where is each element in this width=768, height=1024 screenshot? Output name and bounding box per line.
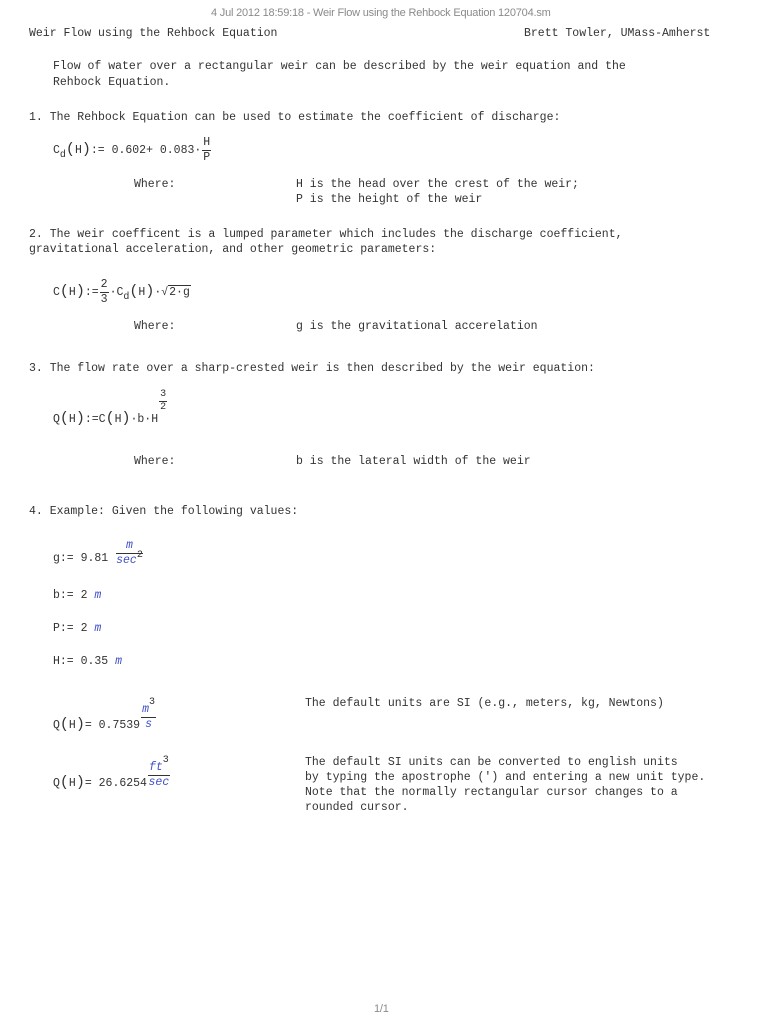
- where-1-line-2: P is the height of the weir: [296, 193, 483, 206]
- q-si-unit: $\frac{m3}{s}$: [142, 697, 155, 731]
- english-units-note-3: Note that the normally rectangular cursor changes to a: [305, 786, 678, 799]
- section-4-text: 4. Example: Given the following values:: [29, 505, 299, 518]
- rehbock-equation[interactable]: Cd(H):= 0.602+ 0.083· $\frac{H}{P}$: [53, 136, 211, 164]
- q-english-unit: $\frac{ft3}{\sec}$: [148, 755, 170, 789]
- where-3-line-1: b is the lateral width of the weir: [296, 455, 531, 468]
- eq-subscript: d: [59, 150, 66, 162]
- page-header: 4 Jul 2012 18:59:18 - Weir Flow using the Rehbock Equation 120704.sm: [211, 7, 551, 19]
- q-result-english[interactable]: Q(H)= 26.6254 $\frac{ft3}{\sec}$: [53, 755, 170, 792]
- exponent-three-halves: $\frac{3}{2}$: [160, 389, 167, 413]
- weir-coefficient-equation[interactable]: C(H):= $\frac{2}{3}$ ·Cd(H)·√2·g: [53, 278, 190, 306]
- section-2-line-2: gravitational acceleration, and other geometric parameters:: [29, 243, 437, 256]
- eq-arg: H: [74, 144, 82, 158]
- english-units-note-1: The default SI units can be converted to english units: [305, 756, 678, 769]
- g-definition[interactable]: g:= 9.81 $\frac{m}{\sec 2}$: [53, 539, 143, 567]
- section-3-text: 3. The flow rate over a sharp-crested weir is then described by the weir equation:: [29, 362, 595, 375]
- eq-assign: := 0.602+ 0.083·: [90, 144, 202, 158]
- h-definition[interactable]: H:= 0.35 m: [53, 655, 123, 668]
- where-label-3: Where:: [134, 455, 176, 468]
- si-units-note: The default units are SI (e.g., meters, kg, Newtons): [305, 697, 664, 710]
- square-root-symbol: √: [161, 286, 169, 300]
- weir-flow-equation[interactable]: Q(H):=C(H)·b·H $\frac{3}{2}$: [53, 389, 167, 427]
- where-2-line-1: g is the gravitational accerelation: [296, 320, 538, 333]
- page-number: 1/1: [374, 1003, 389, 1015]
- intro-line-1: Flow of water over a rectangular weir can be described by the weir equation and the: [53, 60, 626, 73]
- where-1-line-1: H is the head over the crest of the weir;: [296, 178, 579, 191]
- b-definition[interactable]: b:= 2 m: [53, 589, 102, 602]
- section-2-line-1: 2. The weir coefficent is a lumped parameter which includes the discharge coefficient,: [29, 228, 623, 241]
- english-units-note-2: by typing the apostrophe (') and entering a new unit type.: [305, 771, 706, 784]
- sqrt-argument: 2·g: [169, 286, 190, 300]
- p-definition[interactable]: P:= 2 m: [53, 622, 102, 635]
- q-result-si[interactable]: Q(H)= 0.7539 $\frac{m3}{s}$: [53, 697, 155, 734]
- english-units-note-4: rounded cursor.: [305, 801, 409, 814]
- eq-lhs: C: [53, 144, 60, 158]
- doc-title: Weir Flow using the Rehbock Equation: [29, 27, 278, 40]
- two-thirds-fraction: $\frac{2}{3}$: [100, 278, 108, 306]
- section-1-text: 1. The Rehbock Equation can be used to estimate the coefficient of discharge:: [29, 111, 561, 124]
- h-over-p-fraction: $\frac{H}{P}$: [203, 136, 211, 164]
- where-label-1: Where:: [134, 178, 176, 191]
- doc-author: Brett Towler, UMass-Amherst: [524, 27, 711, 40]
- where-label-2: Where:: [134, 320, 176, 333]
- g-unit: $\frac{m}{\sec 2}$: [116, 539, 143, 567]
- intro-line-2: Rehbock Equation.: [53, 76, 171, 89]
